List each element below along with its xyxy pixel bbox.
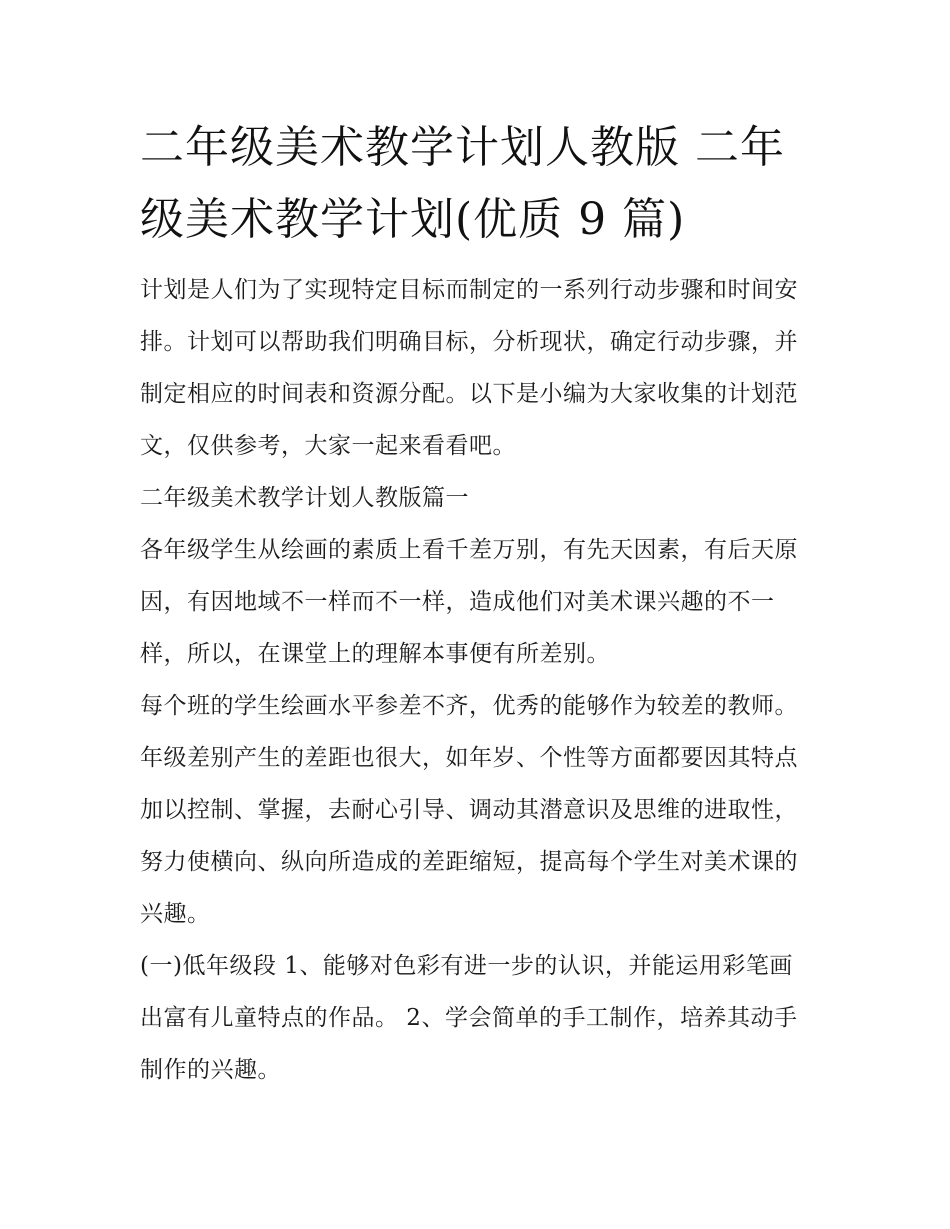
body-paragraph: 每个班的学生绘画水平参差不齐，优秀的能够作为较差的教师。年级差别产生的差距也很大，如年岁、个性等方面都要因其特点加以控制、掌握，去耐心引导、调动其潜意识及思维的进取性，努力使横向、纵向所造成的差距缩短，提高每个学生对美术课的兴趣。 (140, 693, 798, 927)
body-paragraph: (一)低年级段 1、能够对色彩有进一步的认识，并能运用彩笔画出富有儿童特点的作品。 2、学会简单的手工制作，培养其动手制作的兴趣。 (140, 953, 798, 1083)
document-page (140, 112, 812, 1096)
section-heading: 二年级美术教学计划人教版篇一 (140, 485, 469, 511)
intro-paragraph: 计划是人们为了实现特定目标而制定的一系列行动步骤和时间安排。计划可以帮助我们明确目标，分析现状，确定行动步骤，并制定相应的时间表和资源分配。以下是小编为大家收集的计划范文，仅供参考，大家一起来看看吧。 (140, 277, 798, 459)
body-paragraph: 各年级学生从绘画的素质上看千差万别，有先天因素，有后天原因，有因地域不一样而不一样，造成他们对美术课兴趣的不一样，所以，在课堂上的理解本事便有所差别。 (140, 537, 798, 667)
document-title: 二年级美术教学计划人教版 二年级美术教学计划(优质 9 篇) (140, 122, 785, 245)
